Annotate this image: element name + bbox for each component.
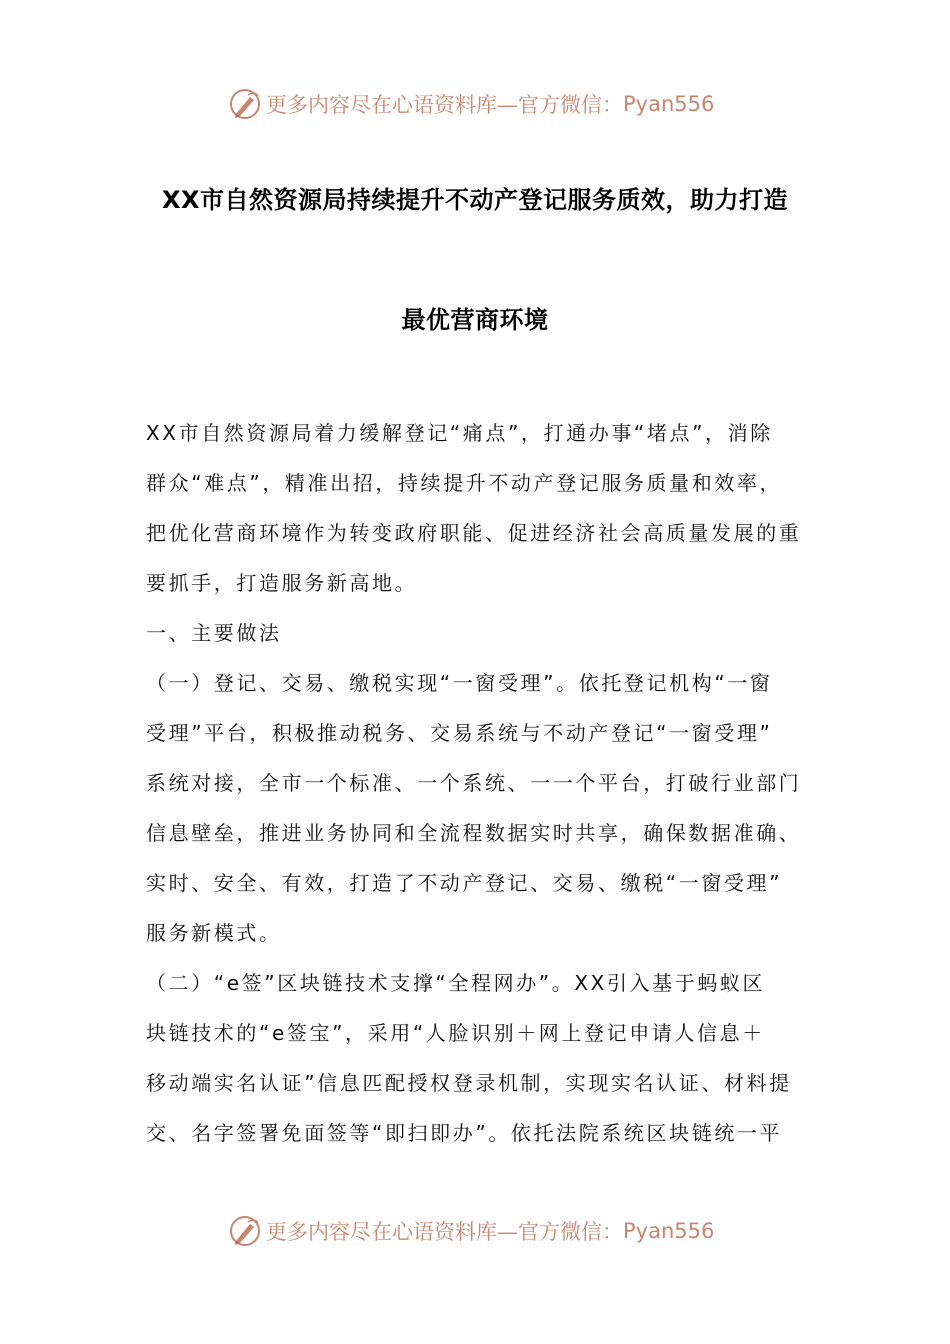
body-line: （二）“e签”区块链技术支撑“全程网办”。XX引入基于蚂蚁区 [146,971,766,995]
body-line: 受理”平台，积极推动税务、交易系统与不动产登记“一窗受理” [146,721,773,745]
watermark-wechat-id: Pyan556 [623,92,715,116]
body-line: （一）登记、交易、缴税实现“一窗受理”。依托登记机构“一窗 [146,671,773,695]
document-title-line-2: 最优营商环境 [401,306,549,334]
body-line: XX市自然资源局着力缓解登记“痛点”，打通办事“堵点”，消除 [146,421,773,445]
body-line: 服务新模式。 [146,921,282,945]
body-line: 信息壁垒，推进业务协同和全流程数据实时共享，确保数据准确、 [146,821,802,845]
body-line: 交、名字签署免面签等“即扫即办”。依托法院系统区块链统一平 [146,1121,783,1145]
body-line: 群众“难点”，精准出招，持续提升不动产登记服务质量和效率， [146,471,783,495]
watermark-header [228,84,748,124]
watermark-wechat-id: Pyan556 [623,1219,715,1243]
document-title-line-1: XX市自然资源局持续提升不动产登记服务质效，助力打造 [161,186,788,214]
body-line: 把优化营商环境作为转变政府职能、促进经济社会高质量发展的重 [146,521,802,545]
body-line: 块链技术的“e签宝”，采用“人脸识别＋网上登记申请人信息＋ [146,1021,765,1045]
watermark-text: 更多内容尽在心语资料库—官方微信： [266,1220,623,1244]
body-line: 移动端实名认证”信息匹配授权登录机制，实现实名认证、材料提 [146,1071,792,1095]
watermark-footer [228,1211,748,1251]
body-line: 要抓手，打造服务新高地。 [146,571,418,595]
body-line: 实时、安全、有效，打造了不动产登记、交易、缴税“一窗受理” [146,871,783,895]
body-line: 系统对接，全市一个标准、一个系统、一一个平台，打破行业部门 [146,771,802,795]
pen-logo-icon [228,87,262,121]
watermark-text: 更多内容尽在心语资料库—官方微信： [266,93,623,117]
section-heading: 一、主要做法 [146,621,282,645]
pen-logo-icon [228,1214,262,1248]
document-body [146,408,806,1158]
